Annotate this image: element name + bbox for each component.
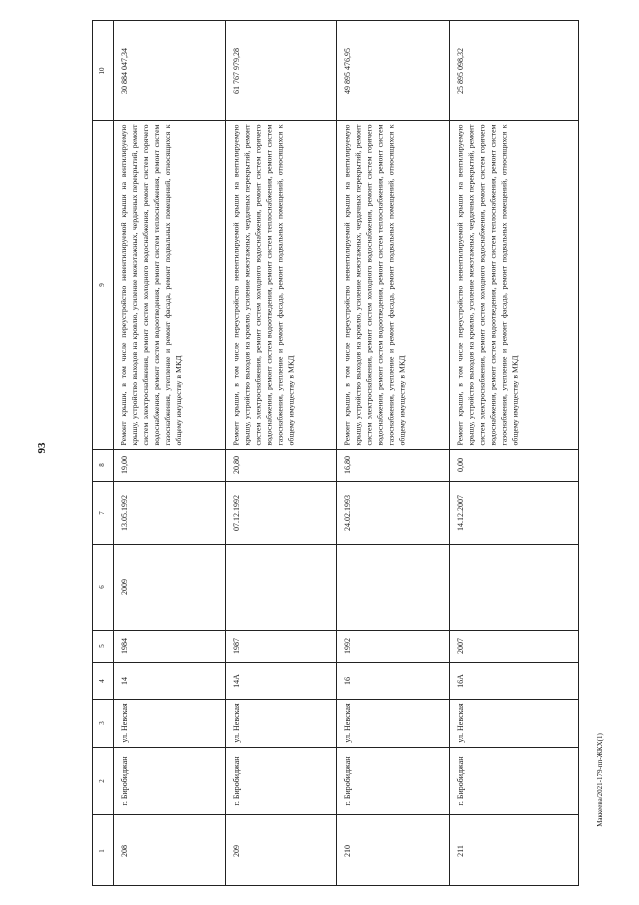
row-208-street-cell <box>113 699 225 747</box>
cost-value: 61 767 979,28 <box>232 47 242 94</box>
num-value: 209 <box>232 844 242 857</box>
city-value: г. Биробиджан <box>232 755 242 806</box>
row-209-house-cell <box>225 662 336 699</box>
date-value: 24.02.1993 <box>343 494 353 531</box>
header-cell <box>93 814 113 887</box>
street-value: ул. Невская <box>232 703 242 743</box>
row-210-num-cell <box>336 814 449 887</box>
wear-value: 19,00 <box>120 456 130 474</box>
row-208-wear-cell <box>113 449 225 481</box>
row-209-city-cell <box>225 747 336 814</box>
row-211-house-cell <box>449 662 580 699</box>
row-210-wear-cell <box>336 449 449 481</box>
row-210-year-repair-cell <box>336 544 449 630</box>
cost-value: 49 895 476,95 <box>343 47 353 94</box>
city-value: г. Биробиджан <box>120 755 130 806</box>
row-208-cost-cell <box>113 21 225 120</box>
header-cell <box>93 747 113 814</box>
row-210-city-cell <box>336 747 449 814</box>
wear-value: 20,80 <box>232 456 242 474</box>
row-210-date-cell <box>336 481 449 544</box>
row-211-year-built-cell <box>449 630 580 662</box>
header-label: 2 <box>98 778 107 783</box>
header-label: 6 <box>98 585 107 589</box>
year-repair-value: 2009 <box>120 579 130 595</box>
row-210-street-cell <box>336 699 449 747</box>
num-value: 210 <box>343 844 353 857</box>
row-210-house-cell <box>336 662 449 699</box>
row-211-wear-cell <box>449 449 580 481</box>
row-211-city-cell <box>449 747 580 814</box>
row-209-year-repair-cell <box>225 544 336 630</box>
row-211-year-repair-cell <box>449 544 580 630</box>
house-value: 14А <box>232 673 242 688</box>
row-208-house-cell <box>113 662 225 699</box>
works-description: Ремонт крыши, в том числе переустройство невентилируемой крыши на вентилируемую крышу, устройство выходов на кровлю, усиление межэтажных, чердачных перекрытий, ремонт систем электроснабжения, ремонт систем холодного водоснабжения, ремонт систем горячего водоснабжения, ремонт систем водоотведения, ремонт систем теплоснабжения, ремонт систем газоснабжения, утепление и ремонт фасада, ремонт подвальных помещений, относящихся к общему имуществу в МКД <box>231 124 296 445</box>
row-208-year-built-cell <box>113 630 225 662</box>
row-210-works-cell <box>336 120 449 449</box>
header-cell <box>93 630 113 662</box>
date-value: 13.05.1992 <box>120 494 130 531</box>
page-number: 93 <box>36 442 48 454</box>
date-value: 07.12.1992 <box>232 494 242 531</box>
row-211-date-cell <box>449 481 580 544</box>
num-value: 208 <box>120 844 130 857</box>
year-built-value: 1987 <box>232 638 242 654</box>
row-210-year-built-cell <box>336 630 449 662</box>
header-cell <box>93 699 113 747</box>
city-value: г. Биробиджан <box>456 755 466 806</box>
row-209-wear-cell <box>225 449 336 481</box>
row-209-num-cell <box>225 814 336 887</box>
works-table <box>92 20 579 886</box>
street-value: ул. Невская <box>343 703 353 743</box>
year-built-value: 2007 <box>456 638 466 654</box>
header-cell <box>93 21 113 120</box>
header-cell <box>93 544 113 630</box>
city-value: г. Биробиджан <box>343 755 353 806</box>
footer-code: Маккеева/2021-179-пп-ЖКХ(1) <box>596 733 604 827</box>
works-description: Ремонт крыши, в том числе переустройство невентилируемой крыши на вентилируемую крышу, устройство выходов на кровлю, усиление межэтажных, чердачных перекрытий, ремонт систем электроснабжения, ремонт систем холодного водоснабжения, ремонт систем горячего водоснабжения, ремонт систем водоотведения, ремонт систем теплоснабжения, ремонт систем газоснабжения, утепление и ремонт фасада, ремонт подвальных помещений, относящихся к общему имуществу в МКД <box>455 124 520 445</box>
row-209-cost-cell <box>225 21 336 120</box>
header-label: 5 <box>98 644 107 648</box>
row-211-num-cell <box>449 814 580 887</box>
street-value: ул. Невская <box>120 703 130 743</box>
header-cell <box>93 481 113 544</box>
street-value: ул. Невская <box>456 703 466 743</box>
works-description: Ремонт крыши, в том числе переустройство невентилируемой крыши на вентилируемую крышу, устройство выходов на кровлю, усиление межэтажных, чердачных перекрытий, ремонт систем электроснабжения, ремонт систем холодного водоснабжения, ремонт систем горячего водоснабжения, ремонт систем водоотведения, ремонт систем теплоснабжения, ремонт систем газоснабжения, утепление и ремонт фасада, ремонт подвальных помещений, относящихся к общему имуществу в МКД <box>342 124 407 445</box>
row-208-date-cell <box>113 481 225 544</box>
row-209-date-cell <box>225 481 336 544</box>
row-208-year-repair-cell <box>113 544 225 630</box>
row-208-works-cell <box>113 120 225 449</box>
header-label: 9 <box>98 282 107 287</box>
wear-value: 16,80 <box>343 456 353 474</box>
header-cell <box>93 449 113 481</box>
row-211-works-cell <box>449 120 580 449</box>
header-label: 1 <box>98 848 107 853</box>
cost-value: 25 895 098,32 <box>456 47 466 94</box>
row-211-cost-cell <box>449 21 580 120</box>
row-211-street-cell <box>449 699 580 747</box>
house-value: 16 <box>343 676 353 685</box>
date-value: 14.12.2007 <box>456 494 466 531</box>
row-208-city-cell <box>113 747 225 814</box>
row-209-works-cell <box>225 120 336 449</box>
header-label: 7 <box>98 510 107 515</box>
header-label: 10 <box>98 67 107 74</box>
house-value: 16А <box>456 673 466 688</box>
row-209-street-cell <box>225 699 336 747</box>
house-value: 14 <box>120 676 130 685</box>
header-label: 4 <box>98 678 107 683</box>
year-built-value: 1984 <box>120 638 130 654</box>
num-value: 211 <box>456 844 466 857</box>
year-built-value: 1992 <box>343 638 353 654</box>
header-label: 8 <box>98 463 107 467</box>
header-cell <box>93 662 113 699</box>
cost-value: 30 884 047,34 <box>120 47 130 94</box>
row-210-cost-cell <box>336 21 449 120</box>
header-cell <box>93 120 113 449</box>
header-label: 3 <box>98 721 107 725</box>
row-209-year-built-cell <box>225 630 336 662</box>
works-description: Ремонт крыши, в том числе переустройство невентилируемой крыши на вентилируемую крышу, устройство выходов на кровлю, усиление межэтажных, чердачных перекрытий, ремонт систем электроснабжения, ремонт систем холодного водоснабжения, ремонт систем горячего водоснабжения, ремонт систем водоотведения, ремонт систем теплоснабжения, ремонт систем газоснабжения, утепление и ремонт фасада, ремонт подвальных помещений, относящихся к общему имуществу в МКД <box>119 124 184 445</box>
row-208-num-cell <box>113 814 225 887</box>
wear-value: 0,00 <box>456 458 466 472</box>
